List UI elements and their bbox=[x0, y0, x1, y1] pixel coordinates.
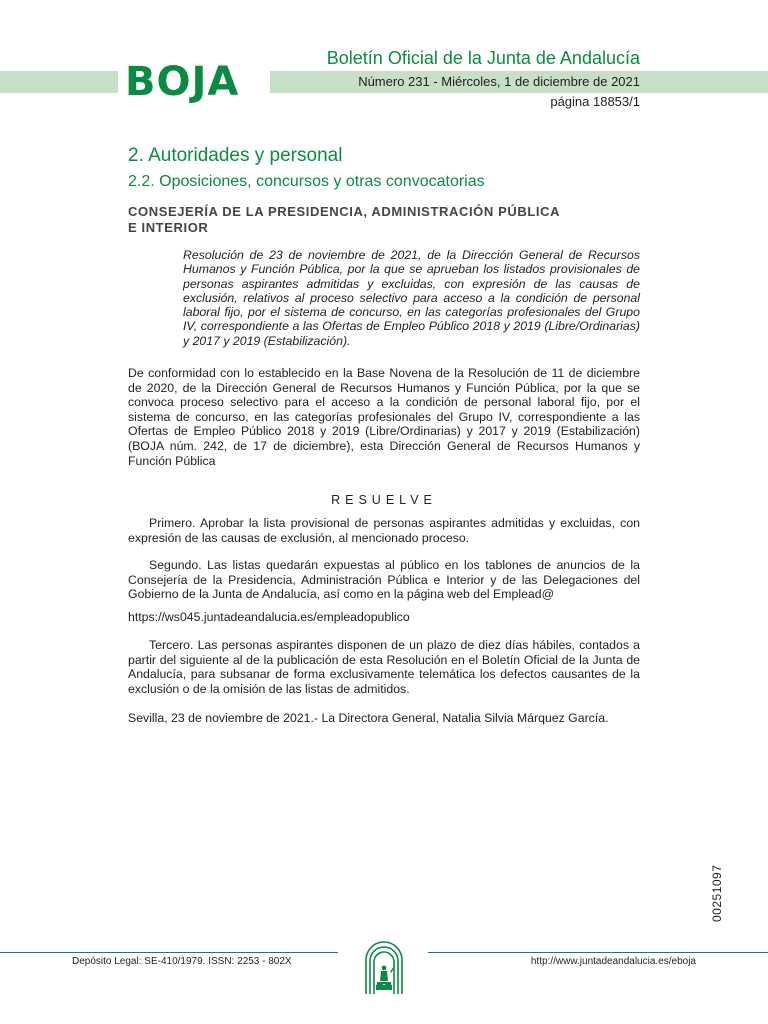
department-line-2: E INTERIOR bbox=[128, 220, 209, 235]
footer-rule-left bbox=[0, 952, 338, 953]
resuelve-heading: RESUELVE bbox=[331, 493, 437, 507]
tercero-paragraph: Tercero. Las personas aspirantes disponen de un plazo de diez días hábiles, contados a partir del siguiente al de la publicación de esta Resolución en el Boletín Oficial de la Junta de Andalucía, para subsanar de forma exclusivamente telemática los defectos causantes de la exclusión o de la omisión de las listas de admitidos. bbox=[128, 638, 640, 696]
header-band-left bbox=[0, 71, 118, 93]
footer-rule-right bbox=[428, 952, 768, 953]
footer-url-link[interactable]: http://www.juntadeandalucia.es/eboja bbox=[530, 956, 696, 967]
subsection-title: 2.2. Oposiciones, concursos y otras convocatorias bbox=[128, 173, 485, 190]
website-link[interactable]: https://ws045.juntadeandalucia.es/empleadopublico bbox=[128, 610, 410, 624]
intro-paragraph: De conformidad con lo establecido en la Base Novena de la Resolución de 11 de diciembre de 2020, de la Dirección General de Recursos Humanos y Función Pública, por la que se convoca proceso selectivo para el acceso a la condición de personal laboral fijo, por el sistema de concurso, en las categorías profesionales del Grupo IV, correspondiente a las Ofertas de Empleo Público 2018 y 2019 (Libre/Ordinarias) y 2017 y 2019 (Estabilización) (BOJA núm. 242, de 17 de diciembre), esta Dirección General de Recursos Humanos y Función Pública bbox=[128, 366, 640, 468]
section-title: 2. Autoridades y personal bbox=[128, 145, 343, 166]
document-code: 00251097 bbox=[710, 864, 724, 922]
segundo-paragraph: Segundo. Las listas quedarán expuestas al público en los tablones de anuncios de la Consejería de la Presidencia, Administración Pública e Interior y de las Delegaciones del Gobierno de la Junta de Andalucía, así como en la página web del Emplead@ bbox=[128, 558, 640, 602]
signature-line: Sevilla, 23 de noviembre de 2021.- La Directora General, Natalia Silvia Márquez García. bbox=[128, 711, 609, 725]
junta-andalucia-seal-icon bbox=[360, 938, 408, 996]
resolution-summary: Resolución de 23 de noviembre de 2021, de la Dirección General de Recursos Humanos y Función Pública, por la que se aprueban los listados provisionales de personas aspirantes admitidas y excluidas, con expresión de las causas de exclusión, relativos al proceso selectivo para acceso a la condición de personal laboral fijo, por el sistema de concurso, en las categorías profesionales del Grupo IV, correspondiente a las Ofertas de Empleo Público 2018 y 2019 (Libre/Ordinarias) y 2017 y 2019 (Estabilización). bbox=[183, 248, 640, 348]
boja-logo: BOJA bbox=[125, 59, 240, 105]
legal-deposit: Depósito Legal: SE-410/1979. ISSN: 2253 - 802X bbox=[72, 956, 292, 967]
issue-line: Número 231 - Miércoles, 1 de diciembre de 2021 bbox=[358, 74, 640, 89]
bulletin-title: Boletín Oficial de la Junta de Andalucía bbox=[326, 48, 640, 68]
department-heading bbox=[128, 204, 608, 236]
department-line-1: CONSEJERÍA DE LA PRESIDENCIA, ADMINISTRACIÓN PÚBLICA bbox=[128, 204, 561, 219]
primero-paragraph: Primero. Aprobar la lista provisional de personas aspirantes admitidas y excluidas, con expresión de las causas de exclusión, al mencionado proceso. bbox=[128, 516, 640, 545]
page-number: página 18853/1 bbox=[550, 94, 640, 109]
